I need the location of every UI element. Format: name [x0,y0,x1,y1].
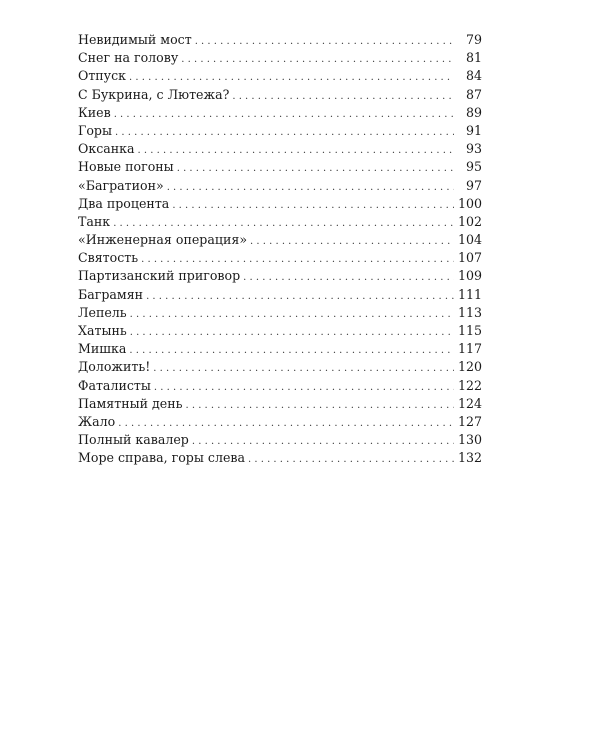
toc-entry-title: Партизанский приговор [78,268,241,284]
toc-entry [78,49,482,67]
toc-entry [78,377,482,395]
toc-entry [78,104,482,122]
toc-entry-title: Горы [78,122,113,138]
toc-entry-page-number: 89 [465,104,482,120]
toc-entry-title: Жало [78,413,116,429]
toc-entry-page-number: 95 [465,159,482,175]
toc-entry-title: Полный кавалер [78,432,189,448]
toc-entry-page-number: 107 [457,250,482,266]
dot-leader [146,288,454,306]
toc-entry [78,231,482,249]
toc-entry-title: Снег на голову [78,50,179,66]
toc-entry [78,122,482,140]
toc-entry [78,140,482,158]
toc-entry-page-number: 124 [457,395,482,411]
toc-entry-page-number: 100 [457,195,482,211]
toc-entry-page-number: 97 [465,177,482,193]
toc-entry [78,267,482,285]
table-of-contents [78,31,482,468]
toc-entry [78,249,482,267]
dot-leader [181,51,454,69]
toc-entry-page-number: 109 [457,268,482,284]
dot-leader [243,269,454,287]
toc-entry-title: Невидимый мост [78,32,192,47]
toc-entry-page-number: 127 [457,413,482,429]
toc-entry-title: Оксанка [78,141,135,157]
dot-leader [248,451,454,469]
toc-entry-page-number: 115 [457,323,482,338]
toc-entry [78,431,482,449]
dot-leader [114,106,454,124]
toc-entry [78,31,482,49]
dot-leader [115,124,454,142]
toc-entry-page-number: 132 [457,450,482,466]
toc-entry [78,413,482,431]
toc-entry-title: Хатынь [78,323,127,338]
toc-entry-page-number: 91 [465,122,482,138]
toc-entry-page-number: 113 [457,304,482,320]
toc-entry [78,195,482,213]
toc-entry [78,395,482,413]
toc-entry [78,449,482,467]
dot-leader [153,360,454,378]
toc-entry-page-number: 130 [457,432,482,448]
toc-entry-title: «Багратион» [78,177,164,193]
dot-leader [232,88,454,106]
toc-entry [78,286,482,304]
dot-leader [172,197,454,215]
toc-entry-title: Киев [78,104,111,120]
toc-entry-page-number: 79 [465,32,482,47]
toc-entry [78,213,482,231]
toc-entry-page-number: 84 [465,68,482,84]
toc-entry-page-number: 117 [457,341,482,357]
dot-leader [130,324,454,342]
dot-leader [167,179,454,197]
toc-entry-title: С Букрина, с Лютежа? [78,86,230,102]
dot-leader [138,142,454,160]
toc-entry-title: Мишка [78,341,127,357]
toc-entry-page-number: 87 [465,86,482,102]
toc-entry-title: Новые погоны [78,159,174,175]
toc-entry-page-number: 104 [457,232,482,248]
dot-leader [177,160,454,178]
toc-entry [78,340,482,358]
toc-entry [78,304,482,322]
toc-entry-title: Святость [78,250,139,266]
toc-entry-title: Фаталисты [78,377,151,393]
toc-entry [78,158,482,176]
toc-entry-title: «Инженерная операция» [78,232,248,248]
toc-entry-title: Море справа, горы слева [78,450,245,466]
toc-entry [78,322,482,340]
dot-leader [250,233,454,251]
toc-entry-page-number: 111 [457,286,482,302]
toc-entry [78,177,482,195]
toc-entry-page-number: 102 [457,213,482,229]
toc-entry-page-number: 93 [465,141,482,157]
toc-entry-title: Два процента [78,195,170,211]
toc-entry-title: Отпуск [78,68,127,84]
toc-entry-title: Баграмян [78,286,144,302]
toc-entry-page-number: 81 [465,50,482,66]
toc-entry-title: Танк [78,213,111,229]
dot-leader [195,33,454,51]
dot-leader [129,342,454,360]
dot-leader [154,379,454,397]
toc-entry-page-number: 120 [457,359,482,375]
toc-entry-title: Памятный день [78,395,183,411]
toc-entry-title: Лепель [78,304,127,320]
toc-entry-title: Доложить! [78,359,151,375]
toc-entry [78,358,482,376]
toc-entry [78,67,482,85]
dot-leader [130,306,454,324]
toc-entry-page-number: 122 [457,377,482,393]
toc-entry [78,86,482,104]
dot-leader [185,397,453,415]
